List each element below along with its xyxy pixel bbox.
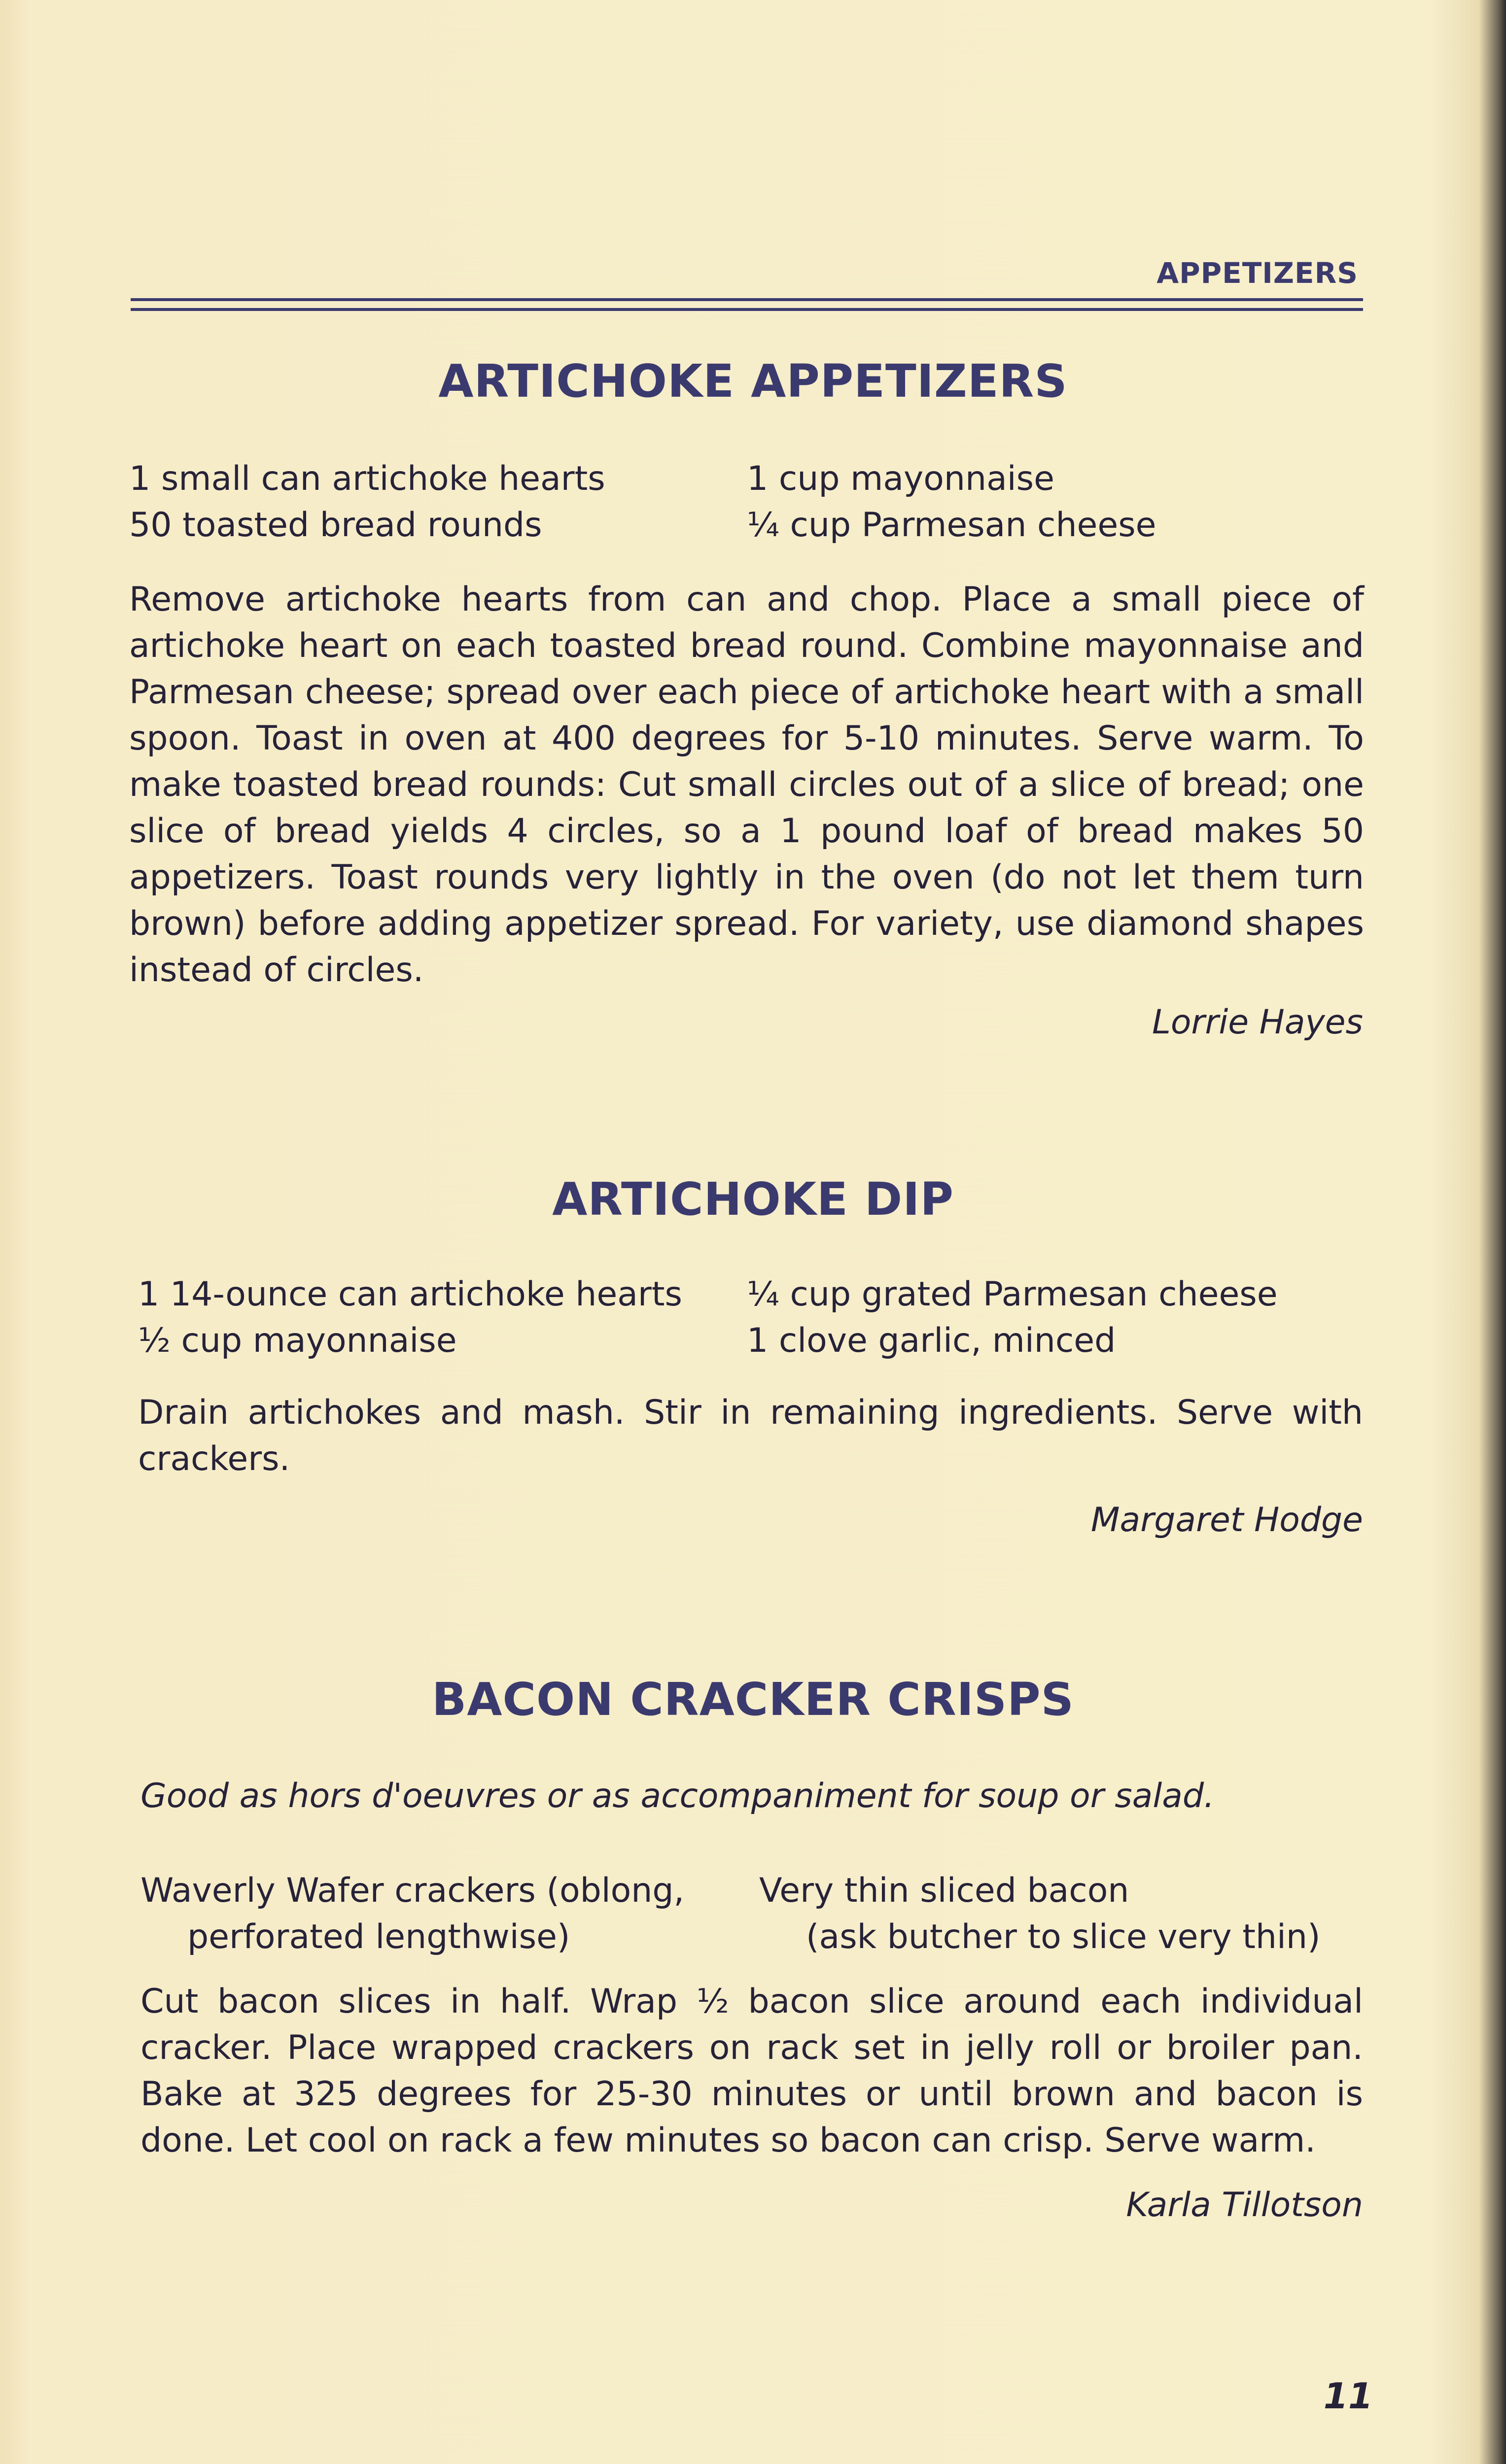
recipe-title: BACON CRACKER CRISPS	[432, 1673, 1074, 1726]
header-rule-bottom	[131, 308, 1363, 311]
ingredient: 1 small can artichoke hearts	[129, 459, 605, 498]
ingredient: 50 toasted bread rounds	[129, 506, 542, 545]
recipe-author: Lorrie Hayes	[1152, 1003, 1363, 1042]
ingredient: Very thin sliced bacon	[759, 1871, 1129, 1910]
header-rule-top	[131, 298, 1363, 301]
recipe-directions: Drain artichokes and mash. Stir in remaining ingredients. Serve with crackers.	[138, 1393, 1363, 1478]
ingredient: Waverly Wafer crackers (oblong,	[140, 1871, 685, 1910]
recipe-note: Good as hors d'oeuvres or as accompaniment for soup or salad.	[140, 1777, 1215, 1815]
ingredient: ½ cup mayonnaise	[138, 1321, 457, 1360]
page-number: 11	[1323, 2375, 1373, 2417]
ingredient: 1 14-ounce can artichoke hearts	[138, 1275, 682, 1314]
recipe-author: Margaret Hodge	[1090, 1501, 1363, 1540]
running-head: APPETIZERS	[1156, 256, 1358, 290]
recipe-title: ARTICHOKE APPETIZERS	[438, 355, 1068, 408]
ingredient: ¼ cup grated Parmesan cheese	[747, 1275, 1278, 1314]
ingredient: ¼ cup Parmesan cheese	[747, 506, 1156, 545]
ingredient: 1 clove garlic, minced	[747, 1321, 1116, 1360]
ingredient: 1 cup mayonnaise	[747, 459, 1054, 498]
recipe-directions: Cut bacon slices in half. Wrap ½ bacon slice around each individual cracker. Place wrapped crackers on rack set in jelly roll or broiler pan. Bake at 325 degrees for 25-30 minutes or until brown and bacon is done. Let cool on rack a few minutes so bacon can crisp. Serve warm.	[140, 1982, 1363, 2160]
recipe-directions: Remove artichoke hearts from can and chop. Place a small piece of artichoke heart on each toasted bread round. Combine mayonnaise and Parmesan cheese; spread over each piece of artichoke heart with a small spoon. Toast in oven at 400 degrees for 5-10 minutes. Serve warm. To make toasted bread rounds: Cut small circles out of a slice of bread; one slice of bread yields 4 circles, so a 1 pound loaf of bread makes 50 appetizers. Toast rounds very lightly in the oven (do not let them turn brown) before adding appetizer spread. For variety, use diamond shapes instead of circles.	[129, 580, 1364, 990]
recipe-author: Karla Tillotson	[1126, 2186, 1363, 2224]
ingredient: perforated lengthwise)	[187, 1917, 570, 1956]
recipe-title: ARTICHOKE DIP	[552, 1173, 954, 1226]
ingredient: (ask butcher to slice very thin)	[806, 1917, 1321, 1956]
